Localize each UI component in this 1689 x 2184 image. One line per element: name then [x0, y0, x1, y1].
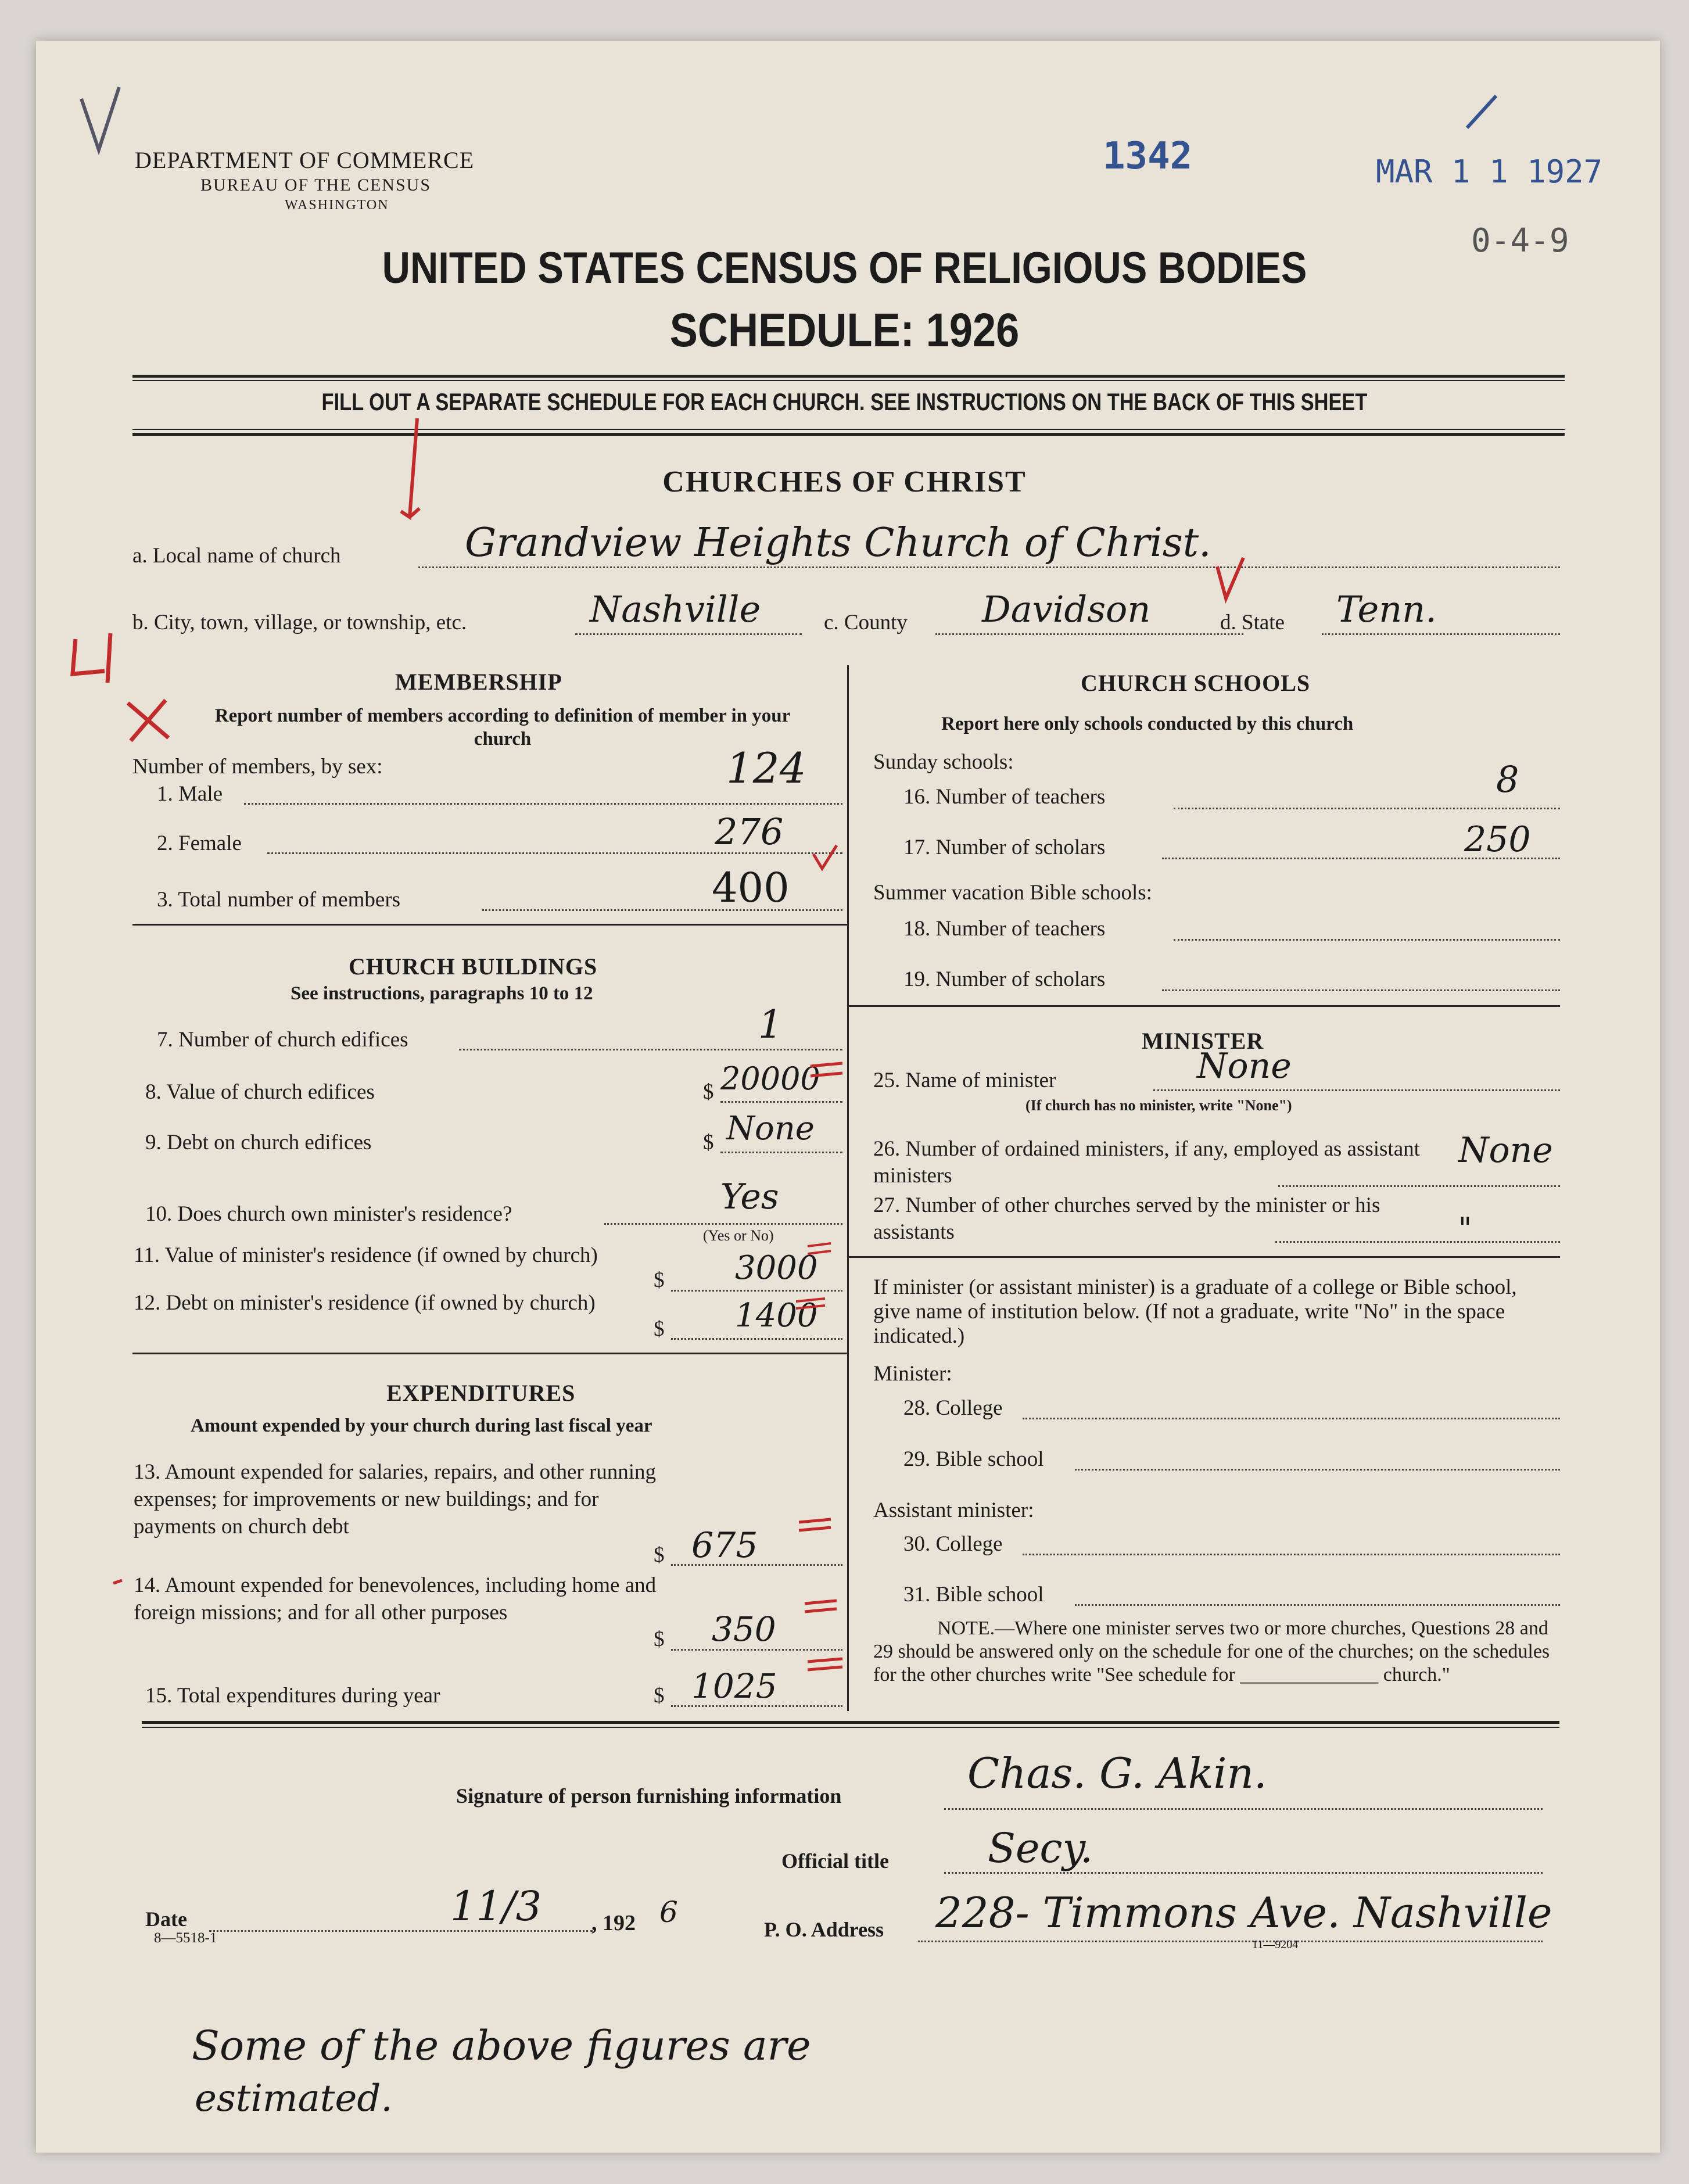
po-address-value[interactable]: 228- Timmons Ave. Nashville	[935, 1888, 1552, 1937]
other-churches-label: 27. Number of other churches served by the minister or his assistants	[873, 1193, 1380, 1244]
red-arrow-mark	[401, 418, 419, 517]
male-label: 1. Male	[157, 782, 223, 806]
running-expenses-value[interactable]: 675	[691, 1525, 758, 1566]
summer-schools-label: Summer vacation Bible schools:	[873, 881, 1152, 905]
red-cents-residence-debt	[796, 1299, 825, 1308]
graduate-note: If minister (or assistant minister) is a graduate of a college or Bible school, give name of institution below. (If not a graduate, write "No" in the space indicated.)	[873, 1275, 1517, 1348]
edifices-debt-label: 9. Debt on church edifices	[145, 1131, 372, 1154]
edifices-count-value[interactable]: 1	[758, 1002, 783, 1047]
city-value[interactable]: Nashville	[590, 588, 761, 630]
form-title: UNITED STATES CENSUS OF RELIGIOUS BODIES	[382, 243, 1307, 293]
expenditures-heading: EXPENDITURES	[386, 1380, 576, 1406]
benevolences-label: 14. Amount expended for benevolences, including home and foreign missions; and for all other purposes	[134, 1573, 657, 1624]
city-name: WASHINGTON	[285, 198, 389, 213]
owns-residence-value[interactable]: Yes	[720, 1177, 779, 1217]
local-name-value[interactable]: Grandview Heights Church of Christ.	[465, 520, 1211, 566]
received-date-stamp: MAR 1 1 1927	[1376, 153, 1603, 190]
edifices-debt-dollar: $	[703, 1131, 714, 1154]
year-suffix[interactable]: 6	[659, 1895, 678, 1929]
stamp-number: 1342	[1103, 135, 1193, 178]
male-value[interactable]: 124	[726, 744, 806, 792]
buildings-subheading: See instructions, paragraphs 10 to 12	[291, 983, 593, 1004]
total-members-label: 3. Total number of members	[157, 888, 401, 912]
assistant-ministers-value[interactable]: None	[1458, 1130, 1553, 1171]
minister-heading: MINISTER	[1142, 1028, 1264, 1054]
blue-tick-mark	[1467, 96, 1496, 128]
date-value[interactable]: 11/3	[450, 1882, 542, 1930]
signature-label: Signature of person furnishing information	[456, 1784, 842, 1808]
print-code: 11—9204	[1252, 1938, 1299, 1951]
red-cents-edifices	[811, 1063, 842, 1076]
red-dot-mark	[113, 1580, 122, 1583]
total-expenditures-dollar: $	[654, 1684, 665, 1708]
county-label: c. County	[824, 611, 908, 634]
sunday-schools-label: Sunday schools:	[873, 750, 1014, 774]
assistant-college-label: 30. College	[903, 1532, 1003, 1556]
form-instruction: FILL OUT A SEPARATE SCHEDULE FOR EACH CHURCH. SEE INSTRUCTIONS ON THE BACK OF THIS SHEET	[321, 388, 1368, 415]
female-label: 2. Female	[157, 831, 242, 855]
year-prefix: , 192	[591, 1911, 636, 1935]
minister-name-value[interactable]: None	[1197, 1046, 1292, 1086]
sunday-scholars-label: 17. Number of scholars	[903, 835, 1106, 859]
minister-note: NOTE.—Where one minister serves two or more churches, Questions 28 and 29 should be answered only on the schedule for one of the churches; on the schedules for the other churches write "See schedule for ______________ church."	[873, 1618, 1550, 1685]
benevolences-value[interactable]: 350	[712, 1609, 776, 1649]
red-cents-running	[799, 1519, 831, 1530]
residence-value-dollar: $	[654, 1268, 665, 1292]
footnote-line-1: Some of the above figures are	[192, 2022, 811, 2070]
assistant-bible-school-label: 31. Bible school	[903, 1583, 1044, 1606]
residence-debt-label: 12. Debt on minister's residence (if owned by church)	[134, 1291, 596, 1315]
running-expenses-dollar: $	[654, 1543, 665, 1567]
red-cents-benevolences	[805, 1601, 837, 1612]
running-expenses-label: 13. Amount expended for salaries, repairs, and other running expenses; for improvements or new buildings; and for payments on church debt	[134, 1460, 657, 1539]
minister-name-label: 25. Name of minister	[873, 1068, 1056, 1092]
schools-heading: CHURCH SCHOOLS	[1081, 670, 1311, 696]
total-expenditures-value[interactable]: 1025	[691, 1666, 777, 1706]
official-title-value[interactable]: Secy.	[988, 1824, 1093, 1872]
edifices-value-value[interactable]: 20000	[720, 1060, 820, 1097]
summer-teachers-label: 18. Number of teachers	[903, 917, 1106, 941]
minister-bible-school-label: 29. Bible school	[903, 1447, 1044, 1471]
red-cents-total	[808, 1659, 842, 1670]
owns-residence-label: 10. Does church own minister's residence?	[145, 1202, 512, 1226]
official-title-label: Official title	[781, 1849, 889, 1873]
po-address-label: P. O. Address	[764, 1918, 884, 1941]
city-label: b. City, town, village, or township, etc.	[132, 611, 467, 634]
buildings-heading: CHURCH BUILDINGS	[349, 953, 598, 980]
summer-scholars-label: 19. Number of scholars	[903, 967, 1106, 991]
state-label: d. State	[1220, 611, 1285, 634]
denomination-title: CHURCHES OF CHRIST	[662, 465, 1027, 499]
file-code: 0-4-9	[1471, 222, 1569, 260]
sunday-scholars-value[interactable]: 250	[1464, 819, 1531, 860]
state-value[interactable]: Tenn.	[1336, 588, 1437, 630]
date-label: Date	[145, 1907, 187, 1931]
form-subtitle: SCHEDULE: 1926	[669, 304, 1020, 357]
minister-name-note: (If church has no minister, write "None")	[1025, 1097, 1292, 1114]
form-number: 8—5518-1	[154, 1930, 217, 1946]
membership-heading: MEMBERSHIP	[395, 669, 562, 695]
other-churches-value[interactable]: "	[1458, 1211, 1472, 1245]
red-check-female	[813, 845, 837, 869]
benevolences-dollar: $	[654, 1627, 665, 1651]
footnote-line-2: estimated.	[195, 2077, 393, 2120]
members-by-sex-label: Number of members, by sex:	[132, 755, 383, 779]
residence-debt-value[interactable]: 1400	[735, 1297, 818, 1335]
local-name-label: a. Local name of church	[132, 544, 341, 568]
assistant-ministers-label: 26. Number of ordained ministers, if any, employed as assistant ministers	[873, 1137, 1420, 1188]
red-u-mark	[73, 633, 110, 683]
county-value[interactable]: Davidson	[982, 588, 1151, 630]
residence-value-value[interactable]: 3000	[735, 1249, 818, 1287]
total-expenditures-label: 15. Total expenditures during year	[145, 1684, 440, 1708]
yes-no-note: (Yes or No)	[703, 1227, 774, 1244]
edifices-debt-value[interactable]: None	[726, 1110, 815, 1147]
minister-college-label: 28. College	[903, 1396, 1003, 1420]
bureau-name: BUREAU OF THE CENSUS	[200, 175, 431, 195]
female-value[interactable]: 276	[715, 811, 784, 853]
residence-debt-dollar: $	[654, 1317, 665, 1341]
sunday-teachers-value[interactable]: 8	[1496, 758, 1519, 801]
signature-value[interactable]: Chas. G. Akin.	[967, 1749, 1267, 1798]
schools-subheading: Report here only schools conducted by this church	[941, 713, 1354, 734]
minister-subheading: Minister:	[873, 1362, 952, 1386]
assistant-minister-subheading: Assistant minister:	[873, 1498, 1034, 1522]
red-cents-residence-value	[808, 1243, 831, 1254]
red-check-state	[1217, 558, 1243, 598]
residence-value-label: 11. Value of minister's residence (if owned by church)	[134, 1243, 598, 1267]
red-x-mark	[128, 700, 168, 741]
edifices-value-label: 8. Value of church edifices	[145, 1080, 375, 1104]
pencil-check-mark	[81, 87, 119, 150]
total-members-value[interactable]: 400	[712, 864, 790, 912]
sunday-teachers-label: 16. Number of teachers	[903, 785, 1106, 809]
expenditures-subheading: Amount expended by your church during last fiscal year	[191, 1415, 652, 1436]
edifices-value-dollar: $	[703, 1080, 714, 1104]
department-name: DEPARTMENT OF COMMERCE	[135, 147, 475, 173]
membership-subheading: Report number of members according to definition of member in your church	[214, 705, 791, 749]
edifices-count-label: 7. Number of church edifices	[157, 1028, 408, 1052]
